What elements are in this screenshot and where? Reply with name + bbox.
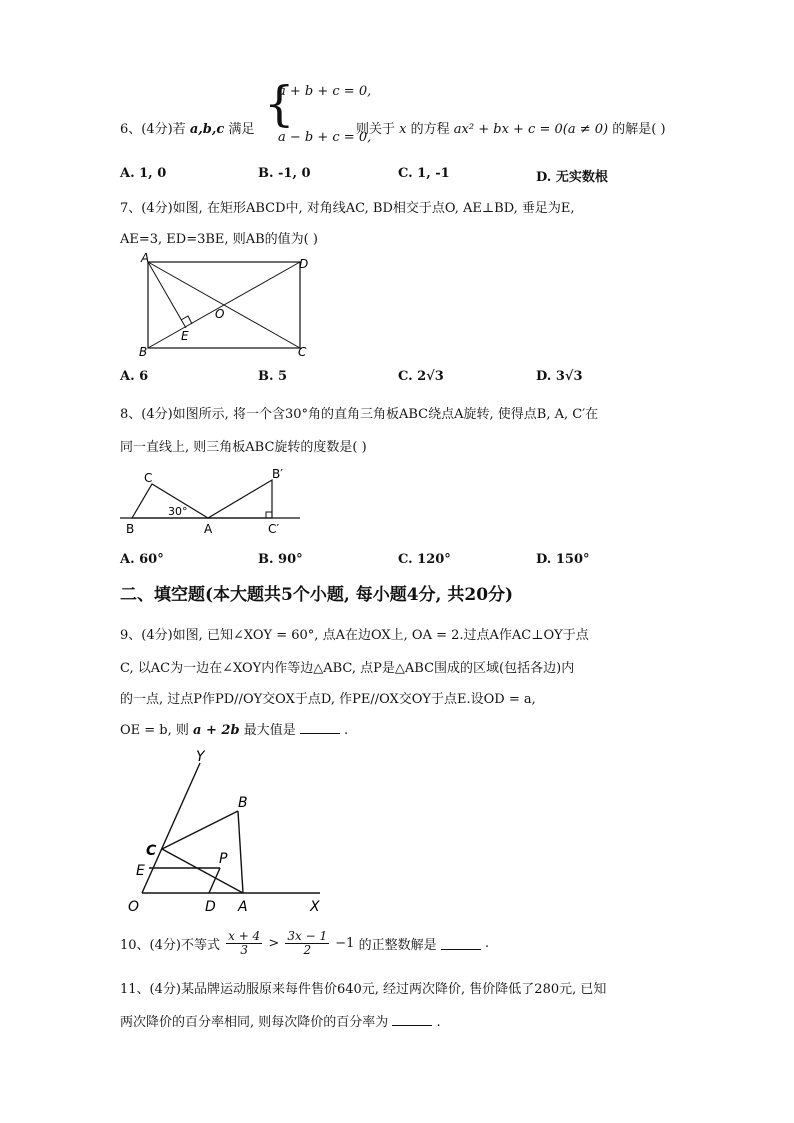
q8-figure	[120, 462, 300, 540]
q6-stem	[120, 118, 254, 137]
segment-ac	[162, 849, 243, 893]
q8-option-b[interactable]: B. 90°	[258, 552, 303, 567]
label-p: P	[219, 851, 228, 867]
label-b: B	[238, 795, 248, 811]
label-b-prime: B′	[272, 467, 283, 481]
label-angle: 30°	[168, 505, 188, 518]
q6-option-b[interactable]: B. -1, 0	[258, 166, 311, 181]
q10-stem	[120, 930, 489, 957]
label-y: Y	[196, 749, 205, 765]
label-b: B	[139, 345, 148, 359]
q7-option-a[interactable]: A. 6	[120, 369, 149, 384]
q9-line4-pre: OE = b, 则	[120, 723, 189, 738]
label-e: E	[136, 863, 145, 879]
ray-oy	[142, 763, 200, 893]
q8-line2: 同一直线上, 则三角板ABC旋转的度数是( )	[120, 440, 367, 455]
q11-line2	[120, 1011, 441, 1030]
q11-line2-end: .	[436, 1015, 441, 1030]
q10-fraction-1	[226, 930, 262, 957]
q7-figure	[135, 252, 320, 362]
q6-cond-word: 满足	[228, 122, 255, 137]
label-o: O	[215, 307, 225, 321]
label-a: A	[204, 522, 213, 536]
q8-line1: 8、(4分)如图所示, 将一个含30°角的直角三角板ABC绕点A旋转, 使得点B, A, C′在	[120, 407, 599, 422]
label-e: E	[181, 329, 189, 343]
q10-frac1-numerator: x + 4	[228, 929, 261, 943]
segment-pd	[209, 868, 220, 893]
q9-figure	[122, 745, 332, 925]
label-c: C	[146, 843, 157, 859]
segment-cb	[162, 811, 238, 849]
q9-line1: 9、(4分)如图, 已知∠XOY = 60°, 点A在边OX上, OA = 2.过点A作AC⊥OY于点	[120, 628, 589, 643]
segment-ae	[148, 262, 186, 328]
q10-frac1-denominator: 3	[240, 943, 248, 957]
q6-brace: {	[264, 76, 295, 132]
q9-line4	[120, 719, 348, 738]
q9-line4-end: .	[344, 723, 349, 738]
q6-prefix: 6、(4分)若	[120, 122, 186, 137]
q10-minus-one: −1	[335, 936, 355, 951]
label-c-prime: C′	[268, 522, 280, 536]
section-2-title: 二、填空题(本大题共5个小题, 每小题4分, 共20分)	[120, 585, 514, 605]
triangle-ab-prime-c-prime	[208, 480, 272, 518]
q7-line2: AE=3, ED=3BE, 则AB的值为( )	[120, 232, 318, 247]
q10-prefix: 10、(4分)不等式	[120, 938, 220, 953]
q9-line3: 的一点, 过点P作PD//OY交OX于点D, 作PE//OX交OY于点E.设OD = a,	[120, 692, 536, 707]
q11-line2-pre: 两次降价的百分率相同, 则每次降价的百分率为	[120, 1015, 389, 1030]
q10-fraction-2	[285, 930, 329, 957]
q6-equation: ax² + bx + c = 0(a ≠ 0)	[453, 122, 609, 137]
q7-option-c[interactable]: C. 2√3	[398, 369, 444, 384]
q6-option-c[interactable]: C. 1, -1	[398, 166, 450, 181]
q7-option-d[interactable]: D. 3√3	[536, 369, 583, 384]
label-x: X	[310, 899, 320, 915]
q6-eq2: a − b + c = 0,	[278, 130, 372, 145]
q10-end: .	[484, 936, 490, 951]
q8-option-d[interactable]: D. 150°	[536, 552, 590, 567]
right-angle-mark-c-prime	[266, 512, 272, 518]
q6-eq1: a + b + c = 0,	[278, 84, 372, 99]
q6-option-d[interactable]: D. 无实数根	[536, 170, 608, 185]
label-a: A	[141, 252, 150, 265]
label-a: A	[238, 899, 248, 915]
q9-line4-post: 最大值是	[243, 723, 296, 738]
label-b: B	[126, 522, 135, 536]
q6-vars: a,b,c	[189, 122, 225, 137]
q9-answer-blank[interactable]	[300, 721, 340, 734]
label-c: C	[144, 471, 153, 485]
q10-gt: >	[268, 936, 280, 951]
q7-line1: 7、(4分)如图, 在矩形ABCD中, 对角线AC, BD相交于点O, AE⊥BD, 垂足为E,	[120, 201, 575, 216]
q7-option-b[interactable]: B. 5	[258, 369, 288, 384]
q8-option-c[interactable]: C. 120°	[398, 552, 451, 567]
q10-answer-blank[interactable]	[441, 937, 481, 950]
q8-option-a[interactable]: A. 60°	[120, 552, 164, 567]
q11-answer-blank[interactable]	[392, 1013, 432, 1026]
q6-mid: 则关于	[356, 122, 396, 137]
q6-rest	[356, 118, 666, 137]
label-d: D	[205, 899, 216, 915]
q10-frac2-denominator: 2	[303, 943, 312, 957]
q6-suffix: 的解是( )	[612, 122, 666, 137]
q11-line1: 11、(4分)某品牌运动服原来每件售价640元, 经过两次降价, 售价降低了280元, 已知	[120, 982, 607, 997]
label-d: D	[299, 257, 309, 271]
segment-ba	[238, 811, 243, 893]
q6-mid2: 的方程	[410, 122, 450, 137]
label-o: O	[128, 899, 140, 915]
q9-line2: C, 以AC为一边在∠XOY内作等边△ABC, 点P是△ABC围成的区域(包括各边)内	[120, 661, 575, 676]
label-c: C	[298, 345, 307, 359]
q6-option-a[interactable]: A. 1, 0	[120, 166, 167, 181]
q9-expression: a + 2b	[193, 723, 240, 738]
q10-suffix: 的正整数解是	[358, 938, 437, 953]
q10-frac2-numerator: 3x − 1	[287, 929, 328, 943]
q6-var-x: x	[399, 122, 407, 137]
